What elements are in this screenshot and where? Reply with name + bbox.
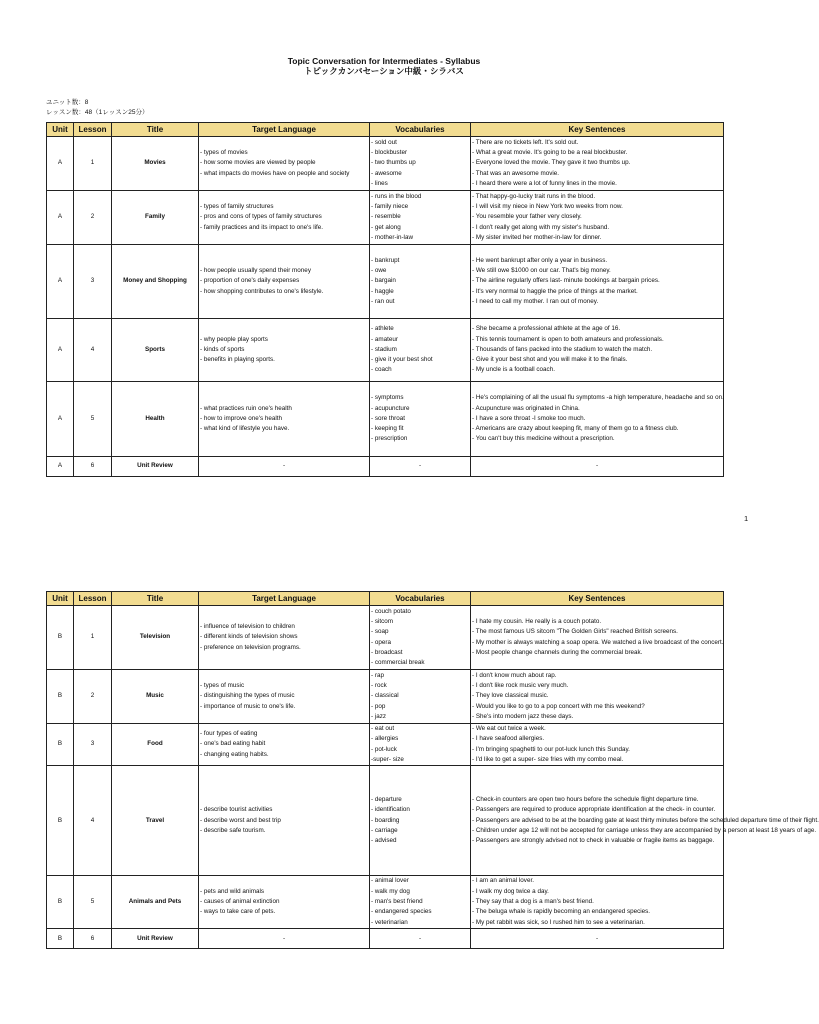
- vocabulary-item: - two thumbs up: [371, 159, 416, 167]
- target-language-line: - preference on television programs.: [200, 643, 301, 651]
- unit-b-rows: [47, 606, 819, 949]
- target-language-line: - types of movies: [200, 149, 248, 157]
- target-language-line: - what kind of lifestyle you have.: [200, 425, 290, 433]
- lesson-cell: 4: [74, 766, 112, 876]
- key-sentence: - That was an awesome movie.: [472, 169, 560, 177]
- target-language-cell: [199, 245, 370, 319]
- lesson-row: [47, 670, 724, 724]
- title-cell: Family: [112, 191, 199, 245]
- lesson-cell: 2: [74, 670, 112, 724]
- vocabulary-item: - pot-luck: [371, 745, 397, 753]
- vocabulary-item: -: [418, 462, 422, 470]
- lesson-cell: 3: [74, 245, 112, 319]
- key-sentence: - Acupuncture was originated in China.: [472, 404, 580, 412]
- title-cell: Unit Review: [112, 457, 199, 477]
- title-cell: Sports: [112, 319, 199, 382]
- vocabulary-item: - awesome: [371, 169, 402, 177]
- target-language-cell: [199, 137, 370, 191]
- vocabulary-item: -: [418, 934, 422, 942]
- target-language-cell: [199, 457, 370, 477]
- target-language-line: - describe tourist activities: [200, 806, 273, 814]
- key-sentence: - I need to call my mother. I ran out of money.: [472, 297, 599, 305]
- key-sentence: - She became a professional athlete at the age of 16.: [472, 325, 621, 333]
- title-cell: Movies: [112, 137, 199, 191]
- vocabulary-item: - symptoms: [371, 394, 404, 402]
- vocabulary-item: - classical: [371, 692, 399, 700]
- key-sentences-cell: [471, 382, 724, 457]
- lesson-row: [47, 724, 724, 766]
- vocabulary-item: - departure: [371, 795, 402, 803]
- key-sentence: - Passengers are strongly advised not to check in valuable or fragile items as baggage.: [472, 837, 715, 845]
- target-language-cell: [199, 191, 370, 245]
- lesson-row: [47, 606, 724, 670]
- unit-cell: A: [47, 319, 74, 382]
- key-sentences-cell: [471, 766, 819, 876]
- vocabulary-item: - amateur: [371, 335, 398, 343]
- key-sentence: - I hate my cousin. He really is a couch potato.: [472, 617, 602, 625]
- key-sentence: - You can't buy this medicine without a prescription.: [472, 435, 615, 443]
- key-sentence: - My uncle is a football coach.: [472, 366, 555, 374]
- title-cell: Travel: [112, 766, 199, 876]
- key-sentence: - My pet rabbit was sick, so I rushed him to see a veterinarian.: [472, 918, 645, 926]
- key-sentence: - Check-in counters are open two hours before the schedule flight departure time.: [472, 795, 699, 803]
- key-sentence: - He's complaining of all the usual flu symptoms -a high temperature, headache and so on.: [472, 394, 724, 402]
- title-cell: Animals and Pets: [112, 876, 199, 929]
- vocabulary-item: - sitcom: [371, 617, 394, 625]
- vocabulary-item: - soap: [371, 628, 389, 636]
- target-language-line: - types of music: [200, 682, 245, 690]
- lesson-row: [47, 319, 724, 382]
- table-header-row: [47, 123, 724, 137]
- vocabularies-cell: [370, 137, 471, 191]
- lesson-row: [47, 766, 724, 876]
- key-sentence: - My mother is always watching a soap opera. We watched a live broadcast of the concert.: [472, 638, 724, 646]
- lesson-cell: 4: [74, 319, 112, 382]
- key-sentence: - I don't really get along with my sister's husband.: [472, 223, 610, 231]
- col-header-vocabularies: Vocabularies: [370, 123, 471, 137]
- lesson-cell: 3: [74, 724, 112, 766]
- key-sentence: - Most people change channels during the commercial break.: [472, 648, 643, 656]
- document-title-japanese: トピックカンバセーション中級・シラバス: [304, 66, 464, 76]
- vocabulary-item: - endangered species: [371, 908, 432, 916]
- key-sentences-cell: [471, 191, 724, 245]
- col-header-unit: Unit: [47, 592, 74, 606]
- title-cell: Health: [112, 382, 199, 457]
- lesson-row: [47, 457, 724, 477]
- target-language-line: -: [282, 934, 286, 942]
- key-sentence: - They say that a dog is a man's best friend.: [472, 898, 594, 906]
- key-sentence: - I walk my dog twice a day.: [472, 887, 549, 895]
- vocabularies-cell: [370, 766, 471, 876]
- target-language-line: - why people play sports: [200, 335, 268, 343]
- lesson-cell: 5: [74, 876, 112, 929]
- title-cell: Music: [112, 670, 199, 724]
- lesson-row: [47, 137, 724, 191]
- col-header-target-language: Target Language: [199, 592, 370, 606]
- target-language-line: - proportion of one's daily expenses: [200, 277, 300, 285]
- lesson-row: [47, 245, 724, 319]
- vocabularies-cell: [370, 457, 471, 477]
- key-sentence: - I am an animal lover.: [472, 877, 534, 885]
- key-sentence: - I'm bringing spaghetti to our pot-luck lunch this Sunday.: [472, 745, 630, 753]
- vocabulary-item: - walk my dog: [371, 887, 410, 895]
- target-language-line: - types of family structures: [200, 203, 274, 211]
- lesson-cell: 6: [74, 457, 112, 477]
- vocabulary-item: - bargain: [371, 277, 396, 285]
- vocabulary-item: - stadium: [371, 345, 397, 353]
- vocabulary-item: - keeping fit: [371, 425, 404, 433]
- key-sentences-cell: [471, 876, 724, 929]
- target-language-line: - four types of eating: [200, 730, 258, 738]
- vocabulary-item: - jazz: [371, 712, 387, 720]
- key-sentence: - What a great movie. It's going to be a real blockbuster.: [472, 149, 628, 157]
- target-language-line: - ways to take care of pets.: [200, 908, 276, 916]
- key-sentences-cell: [471, 606, 724, 670]
- key-sentences-cell: [471, 319, 724, 382]
- vocabulary-item: - runs in the blood: [371, 192, 422, 200]
- target-language-cell: [199, 929, 370, 949]
- syllabus-table-unit-b: [46, 591, 819, 949]
- target-language-line: - importance of music to one's life.: [200, 702, 296, 710]
- vocabularies-cell: [370, 670, 471, 724]
- key-sentence: - That happy-go-lucky trait runs in the blood.: [472, 192, 596, 200]
- key-sentence: - My sister invited her mother-in-law for dinner.: [472, 233, 602, 241]
- key-sentence: - It's very normal to haggle the price of things at the market.: [472, 287, 638, 295]
- target-language-line: - what practices ruin one's health: [200, 404, 292, 412]
- vocabulary-item: - broadcast: [371, 648, 403, 656]
- target-language-line: - distinguishing the types of music: [200, 692, 295, 700]
- key-sentences-cell: [471, 929, 724, 949]
- target-language-line: - how shopping contributes to one's lifestyle.: [200, 287, 324, 295]
- table-header-row: [47, 592, 724, 606]
- unit-cell: A: [47, 457, 74, 477]
- col-header-title: Title: [112, 123, 199, 137]
- target-language-line: - how people usually spend their money: [200, 267, 311, 275]
- vocabulary-item: - acupuncture: [371, 404, 410, 412]
- col-header-unit: Unit: [47, 123, 74, 137]
- target-language-line: - changing eating habits.: [200, 750, 269, 758]
- vocabulary-item: - ran out: [371, 297, 395, 305]
- key-sentence: - Everyone loved the movie. They gave it two thumbs up.: [472, 159, 631, 167]
- unit-cell: B: [47, 766, 74, 876]
- key-sentence: - Passengers are advised to be at the boarding gate at least thirty minutes before the scheduled departure time of their flight.: [472, 816, 819, 824]
- target-language-line: - causes of animal extinction: [200, 898, 280, 906]
- target-language-cell: [199, 876, 370, 929]
- vocabulary-item: - family niece: [371, 203, 409, 211]
- vocabulary-item: - coach: [371, 366, 392, 374]
- vocabulary-item: - boarding: [371, 816, 400, 824]
- col-header-lesson: Lesson: [74, 592, 112, 606]
- lesson-cell: 2: [74, 191, 112, 245]
- target-language-cell: [199, 606, 370, 670]
- key-sentence: - Thousands of fans packed into the stadium to watch the match.: [472, 345, 653, 353]
- key-sentence: -: [595, 462, 599, 470]
- title-cell: Unit Review: [112, 929, 199, 949]
- lesson-row: [47, 191, 724, 245]
- vocabulary-item: - rap: [371, 671, 384, 679]
- syllabus-table-unit-a: [46, 122, 724, 477]
- unit-cell: A: [47, 191, 74, 245]
- target-language-line: - describe worst and best trip: [200, 816, 281, 824]
- key-sentences-cell: [471, 724, 724, 766]
- col-header-key-sentences: Key Sentences: [471, 592, 724, 606]
- lesson-row: [47, 876, 724, 929]
- key-sentence: - She's into modern jazz these days.: [472, 712, 574, 720]
- key-sentences-cell: [471, 670, 724, 724]
- col-header-target-language: Target Language: [199, 123, 370, 137]
- vocabulary-item: - rock: [371, 682, 387, 690]
- vocabulary-item: - carriage: [371, 826, 398, 834]
- vocabulary-item: - lines: [371, 179, 388, 187]
- vocabulary-item: - man's best friend: [371, 898, 423, 906]
- vocabulary-item: - resemble: [371, 213, 401, 221]
- vocabulary-item: - prescription: [371, 435, 408, 443]
- key-sentence: - I'd like to get a super- size fries with my combo meal.: [472, 755, 624, 763]
- vocabulary-item: -super- size: [371, 755, 404, 763]
- target-language-line: - kinds of sports: [200, 345, 245, 353]
- target-language-cell: [199, 670, 370, 724]
- target-language-line: - family practices and its impact to one's life.: [200, 223, 323, 231]
- target-language-cell: [199, 319, 370, 382]
- target-language-line: - how some movies are viewed by people: [200, 159, 316, 167]
- unit-a-rows: [47, 137, 724, 477]
- unit-cell: B: [47, 724, 74, 766]
- title-cell: Money and Shopping: [112, 245, 199, 319]
- vocabularies-cell: [370, 606, 471, 670]
- lesson-row: [47, 382, 724, 457]
- vocabularies-cell: [370, 382, 471, 457]
- target-language-line: - different kinds of television shows: [200, 633, 298, 641]
- key-sentence: - I have a sore throat -I smoke too much.: [472, 414, 586, 422]
- lesson-cell: 5: [74, 382, 112, 457]
- vocabulary-item: - commercial break: [371, 659, 425, 667]
- key-sentence: - We eat out twice a week.: [472, 725, 546, 732]
- vocabulary-item: - mother-in-law: [371, 233, 413, 241]
- vocabulary-item: - sold out: [371, 138, 397, 146]
- key-sentence: -: [595, 934, 599, 942]
- key-sentence: - I heard there were a lot of funny lines in the movie.: [472, 179, 617, 187]
- vocabularies-cell: [370, 876, 471, 929]
- vocabulary-item: - give it your best shot: [371, 356, 433, 364]
- target-language-line: -: [282, 462, 286, 470]
- key-sentence: - You resemble your father very closely.: [472, 213, 582, 221]
- unit-cell: B: [47, 929, 74, 949]
- vocabularies-cell: [370, 319, 471, 382]
- vocabulary-item: - couch potato: [371, 607, 411, 615]
- key-sentence: - They love classical music.: [472, 692, 549, 700]
- vocabulary-item: - veterinarian: [371, 918, 408, 926]
- vocabulary-item: - athlete: [371, 325, 394, 333]
- vocabulary-item: - owe: [371, 267, 387, 275]
- target-language-line: - benefits in playing sports.: [200, 356, 275, 364]
- key-sentence: - The beluga whale is rapidly becoming an endangered species.: [472, 908, 651, 916]
- vocabulary-item: - get along: [371, 223, 401, 231]
- key-sentence: - Would you like to go to a pop concert with me this weekend?: [472, 702, 645, 710]
- target-language-line: - what impacts do movies have on people and society: [200, 169, 350, 177]
- key-sentence: - I don't like rock music very much.: [472, 682, 569, 690]
- vocabulary-item: - eat out: [371, 725, 395, 732]
- vocabulary-item: - identification: [371, 806, 410, 814]
- vocabulary-item: - bankrupt: [371, 256, 400, 264]
- lesson-cell: 1: [74, 137, 112, 191]
- col-header-key-sentences: Key Sentences: [471, 123, 724, 137]
- target-language-line: - one's bad eating habit: [200, 740, 266, 748]
- key-sentence: - I have seafood allergies.: [472, 735, 545, 743]
- vocabulary-item: - haggle: [371, 287, 394, 295]
- key-sentence: - The most famous US sitcom "The Golden Girls" reached British screens.: [472, 628, 678, 636]
- target-language-line: - influence of television to children: [200, 623, 295, 631]
- units-info: ユニット数：8: [46, 99, 89, 106]
- lesson-cell: 1: [74, 606, 112, 670]
- page-number: 1: [744, 514, 749, 523]
- unit-cell: B: [47, 670, 74, 724]
- key-sentence: - The airline regularly offers last- minute bookings at bargain prices.: [472, 277, 660, 285]
- unit-cell: A: [47, 137, 74, 191]
- vocabulary-item: - pop: [371, 702, 386, 710]
- document-title: Topic Conversation for Intermediates - Syllabus: [287, 56, 481, 66]
- vocabulary-item: - advised: [371, 837, 397, 845]
- col-header-lesson: Lesson: [74, 123, 112, 137]
- target-language-line: - pros and cons of types of family structures: [200, 213, 322, 221]
- key-sentence: - I don't know much about rap.: [472, 671, 557, 679]
- target-language-line: - describe safe tourism.: [200, 826, 266, 834]
- col-header-title: Title: [112, 592, 199, 606]
- vocabulary-item: - sore throat: [371, 414, 405, 422]
- key-sentence: - Give it your best shot and you will make it to the finals.: [472, 356, 628, 364]
- unit-cell: B: [47, 876, 74, 929]
- vocabulary-item: - blockbuster: [371, 149, 408, 157]
- key-sentence: - He went bankrupt after only a year in business.: [472, 256, 608, 264]
- target-language-cell: [199, 766, 370, 876]
- unit-cell: A: [47, 382, 74, 457]
- key-sentences-cell: [471, 137, 724, 191]
- key-sentence: - This tennis tournament is open to both amateurs and professionals.: [472, 335, 664, 343]
- key-sentences-cell: [471, 457, 724, 477]
- vocabularies-cell: [370, 245, 471, 319]
- lesson-cell: 6: [74, 929, 112, 949]
- key-sentences-cell: [471, 245, 724, 319]
- vocabularies-cell: [370, 724, 471, 766]
- target-language-line: - pets and wild animals: [200, 887, 265, 895]
- vocabulary-item: - allergies: [371, 735, 399, 743]
- key-sentence: - Children under age 12 will not be accepted for carriage unless they are accompanied by a person at least 18 years of age.: [472, 826, 817, 834]
- lesson-row: [47, 929, 724, 949]
- key-sentence: - I will visit my niece in New York two weeks from now.: [472, 203, 623, 211]
- key-sentence: - Passengers are required to produce appropriate identification at the check- in counter.: [472, 806, 716, 814]
- vocabularies-cell: [370, 191, 471, 245]
- key-sentence: - Americans are crazy about keeping fit, many of them go to a fitness club.: [472, 425, 679, 433]
- vocabulary-item: - opera: [371, 638, 391, 646]
- vocabulary-item: - animal lover: [371, 877, 409, 885]
- key-sentence: - We still owe $1000 on our car. That's big money.: [472, 267, 611, 275]
- unit-cell: A: [47, 245, 74, 319]
- key-sentence: - There are no tickets left. It's sold out.: [472, 138, 579, 146]
- unit-cell: B: [47, 606, 74, 670]
- vocabularies-cell: [370, 929, 471, 949]
- target-language-cell: [199, 382, 370, 457]
- lessons-info: レッスン数：48（1レッスン25分）: [46, 109, 149, 116]
- title-cell: Food: [112, 724, 199, 766]
- title-cell: Television: [112, 606, 199, 670]
- target-language-cell: [199, 724, 370, 766]
- col-header-vocabularies: Vocabularies: [370, 592, 471, 606]
- target-language-line: - how to improve one's health: [200, 414, 283, 422]
